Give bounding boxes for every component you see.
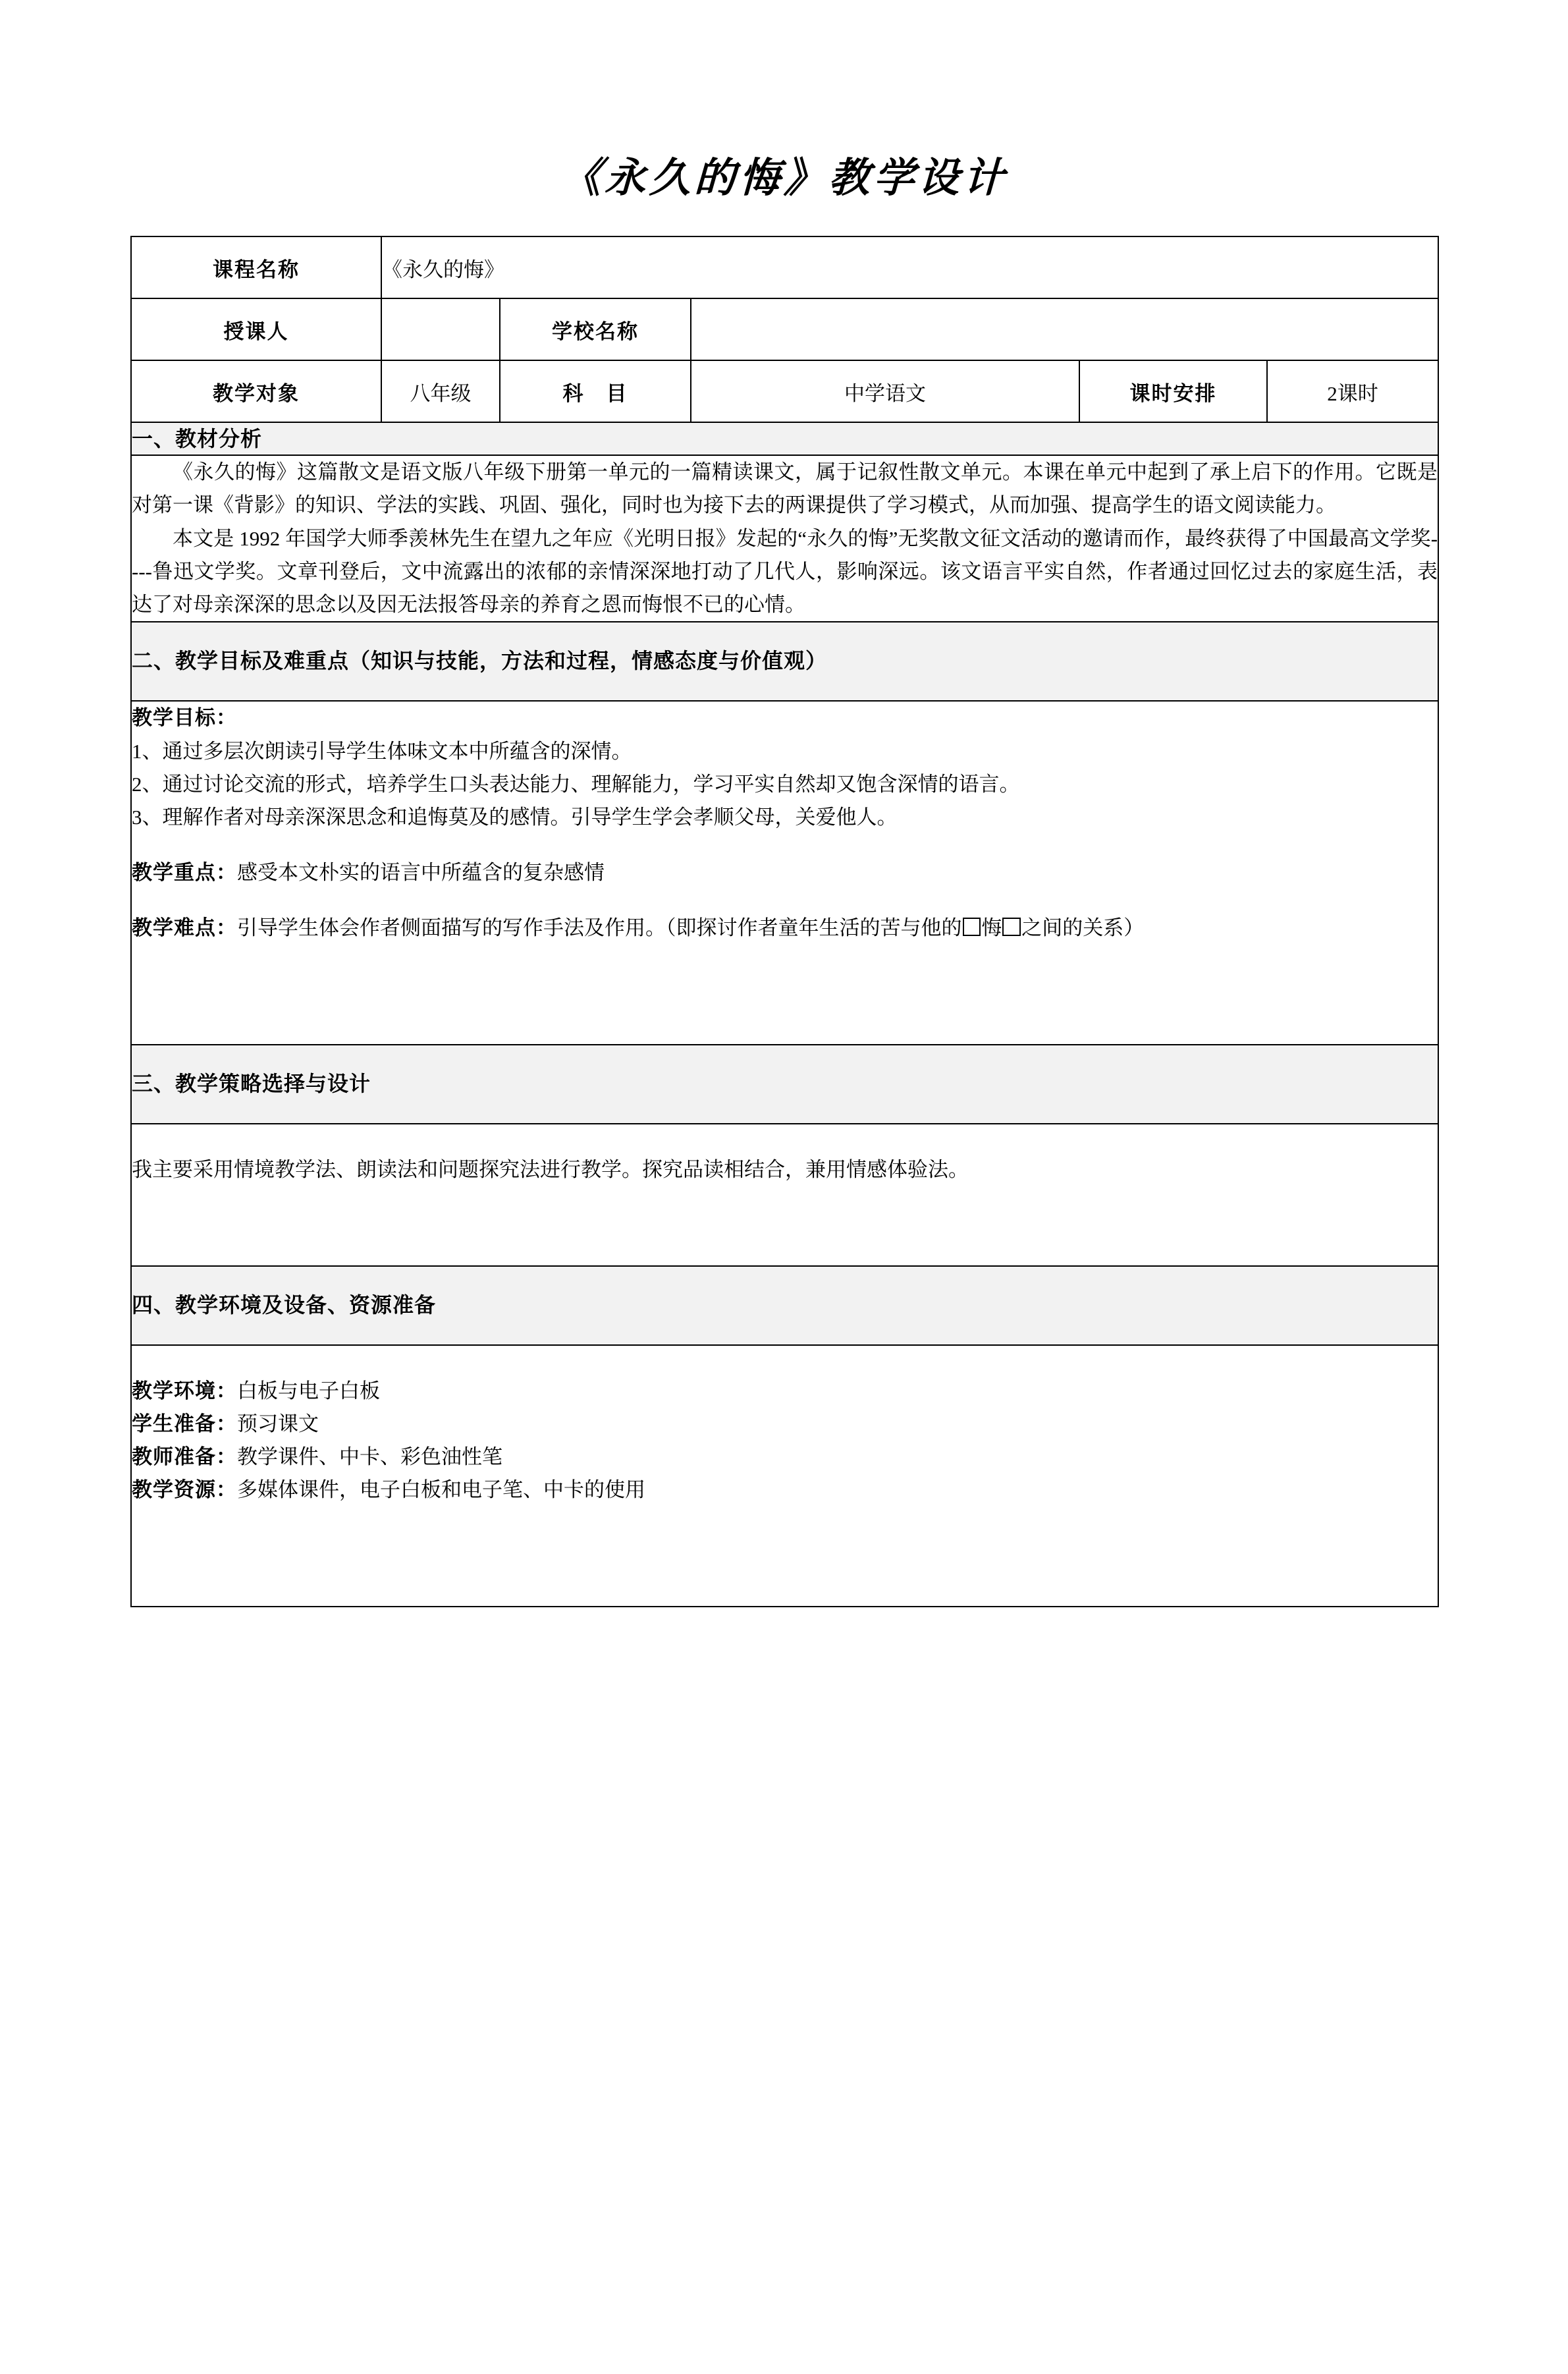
table-row [131,1045,1438,1124]
section-body-1 [131,455,1438,622]
missing-glyph-box-icon [963,918,981,936]
table-row [131,455,1438,622]
table-row [131,422,1438,455]
section-body-4 [131,1345,1438,1607]
list-item [132,1375,1438,1408]
audience-value: 八年级 [381,360,500,422]
table-row [131,298,1438,360]
section-heading-2: 二、教学目标及难重点（知识与技能，方法和过程，情感态度与价值观） [131,622,1438,701]
teaching-material-paragraph-1: 《永久的悔》这篇散文是语文版八年级下册第一单元的一篇精读课文，属于记叙性散文单元。本课在单元中起到了承上启下的作用。它既是对第一课《背影》的知识、学法的实践、巩固、强化，同时也为接下去的两课提供了学习模式，从而加强、提高学生的语文阅读能力。 [132,460,1438,517]
teacher-label: 授课人 [131,298,381,360]
list-item [132,1408,1438,1441]
course-name-value: 《永久的悔》 [381,236,1438,298]
page-title: 《永久的悔》教学设计 [559,153,1009,202]
resource-list [132,1375,1438,1507]
lesson-plan-table [130,236,1439,1607]
difficult-point-text-mid: 悔 [981,916,1002,940]
course-name-label: 课程名称 [131,236,381,298]
resources-value: 多媒体课件，电子白板和电子笔、中卡的使用 [237,1478,645,1502]
table-row [131,1124,1438,1266]
difficult-point-text-before: 引导学生体会作者侧面描写的写作手法及作用。（即探讨作者童年生活的苦与他的 [237,916,962,940]
spacer [132,945,1438,1044]
environment-value: 白板与电子白板 [237,1379,380,1402]
missing-glyph-box-icon [1002,918,1021,936]
school-label: 学校名称 [500,298,691,360]
resources-label: 教学资源： [132,1478,237,1503]
spacer [132,1124,1438,1153]
key-point-label: 教学重点： [132,861,237,885]
strategy-text: 我主要采用情境教学法、朗读法和问题探究法进行教学。探究品读相结合，兼用情感体验法。 [132,1157,969,1181]
section-heading-1: 一、教材分析 [131,422,1438,455]
list-item [132,1474,1438,1506]
periods-value: 2课时 [1267,360,1438,422]
spacer [132,834,1438,856]
difficult-point-label: 教学难点： [132,916,237,941]
environment-label: 教学环境： [132,1379,237,1403]
difficult-point-text-after: 之间的关系） [1021,916,1145,940]
teacher-prep-label: 教师准备： [132,1445,237,1470]
teacher-value [381,298,500,360]
spacer [132,1507,1438,1606]
table-row [131,1345,1438,1607]
table-row [131,1266,1438,1345]
table-row [131,622,1438,701]
student-prep-label: 学生准备： [132,1412,237,1437]
teacher-prep-value: 教学课件、中卡、彩色油性笔 [237,1445,502,1469]
section-heading-4: 四、教学环境及设备、资源准备 [131,1266,1438,1345]
document-page [0,155,1568,2374]
table-row [131,360,1438,422]
spacer [132,889,1438,912]
section-heading-3: 三、教学策略选择与设计 [131,1045,1438,1124]
difficult-point-line [132,912,1438,945]
audience-label: 教学对象 [131,360,381,422]
subject-label: 科 目 [500,360,691,422]
school-value [691,298,1438,360]
teaching-material-paragraph-2: 本文是 1992 年国学大师季羡林先生在望九之年应《光明日报》发起的“永久的悔”无奖散文征文活动的邀请而作，最终获得了中国最高文学奖----鲁迅文学奖。文章刊登后，文中流露出的浓郁的亲情深深地打动了几代人，影响深远。该文语言平实自然，作者通过回忆过去的家庭生活，表达了对母亲深深的思念以及因无法报答母亲的养育之恩而悔恨不已的心情。 [132,526,1438,617]
table-row [131,701,1438,1044]
table-row [131,236,1438,298]
lesson-plan-table-wrapper [130,236,1438,1607]
objective-item: 1、通过多层次朗读引导学生体味文本中所蕴含的深情。 [132,739,632,763]
subject-value: 中学语文 [691,360,1079,422]
objectives-block [132,702,1438,1043]
section-body-3 [131,1124,1438,1266]
section-body-2 [131,701,1438,1044]
spacer [132,1346,1438,1375]
objectives-label: 教学目标： [132,706,237,731]
objective-item: 2、通过讨论交流的形式，培养学生口头表达能力、理解能力，学习平实自然却又饱含深情的语言。 [132,772,1020,796]
key-point-text: 感受本文朴实的语言中所蕴含的复杂感情 [237,861,605,885]
list-item [132,1441,1438,1474]
student-prep-value: 预习课文 [237,1412,319,1436]
key-point-line [132,856,1438,889]
objective-item: 3、理解作者对母亲深深思念和追悔莫及的感情。引导学生学会孝顺父母，关爱他人。 [132,805,898,829]
periods-label: 课时安排 [1079,360,1267,422]
spacer [132,1186,1438,1265]
